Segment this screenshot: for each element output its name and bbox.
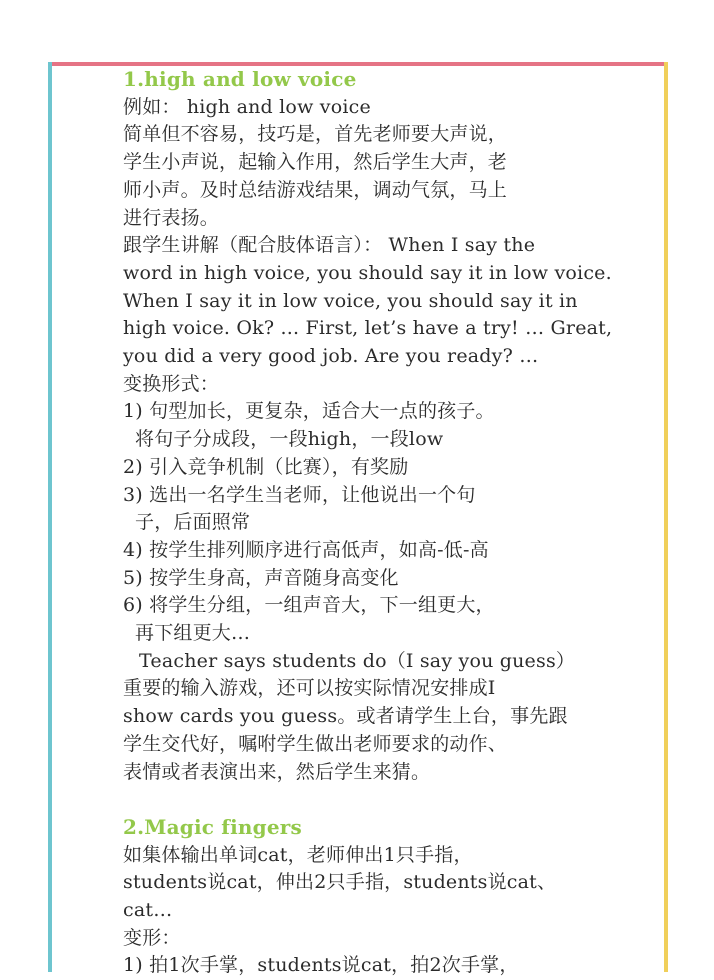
section-gap: [123, 786, 603, 814]
list-item: 4) 按学生排列顺序进行高低声，如高-低-高: [123, 538, 489, 561]
text-line: 进行表扬。: [123, 206, 220, 229]
list-item-continuation: 将句子分成段，一段high，一段low: [135, 428, 444, 451]
list-item: 5) 按学生身高，声音随身高变化: [123, 566, 399, 589]
text-line: students说cat，伸出2只手指，students说cat、: [123, 871, 557, 894]
text-line: 如集体输出单词cat，老师伸出1只手指，: [123, 843, 473, 866]
text-line: 简单但不容易，技巧是，首先老师要大声说，: [123, 123, 508, 146]
text-line: 例如： high and low voice: [123, 95, 371, 118]
list-item-continuation: 再下组更大…: [135, 622, 251, 645]
list-item: 6) 将学生分组，一组声音大，下一组更大，: [123, 594, 495, 617]
section-2-title: 2.Magic fingers: [123, 814, 302, 839]
text-line: 跟学生讲解（配合肢体语言）： When I say the: [123, 234, 536, 257]
text-line: you did a very good job. Are you ready? …: [123, 345, 539, 368]
text-line: 表情或者表演出来，然后学生来猜。: [123, 760, 431, 783]
right-border: [664, 62, 668, 972]
list-item-continuation: 子，后面照常: [135, 511, 251, 534]
text-line: 学生小声说，起输入作用，然后学生大声，老: [123, 151, 508, 174]
text-line: 重要的输入游戏，还可以按实际情况安排成I: [123, 677, 496, 700]
text-line: show cards you guess。或者请学生上台，事先跟: [123, 705, 568, 728]
subheading-teacher-says: Teacher says students do（I say you guess）: [139, 649, 576, 672]
section-1-title: 1.high and low voice: [123, 67, 357, 91]
list-item: 1) 拍1次手掌，students说cat，拍2次手掌，: [123, 954, 519, 977]
text-line: When I say it in low voice, you should say it in: [123, 289, 578, 312]
text-line: 变形：: [123, 926, 181, 949]
text-line: 师小声。及时总结游戏结果，调动气氛，马上: [123, 178, 508, 201]
list-item: 2) 引入竞争机制（比赛），有奖励: [123, 455, 409, 478]
text-line: high voice. Ok? ... First, let’s have a try! … Great,: [123, 317, 613, 340]
list-item: 3) 选出一名学生当老师，让他说出一个句: [123, 483, 476, 506]
list-item: 1) 句型加长，更复杂，适合大一点的孩子。: [123, 400, 495, 423]
article-body: [123, 66, 613, 980]
text-line: word in high voice, you should say it in low voice.: [123, 261, 612, 284]
left-border: [48, 62, 52, 972]
text-line: 学生交代好，嘱咐学生做出老师要求的动作、: [123, 732, 508, 755]
text-line: cat…: [123, 899, 173, 922]
text-line: 变换形式：: [123, 372, 220, 395]
